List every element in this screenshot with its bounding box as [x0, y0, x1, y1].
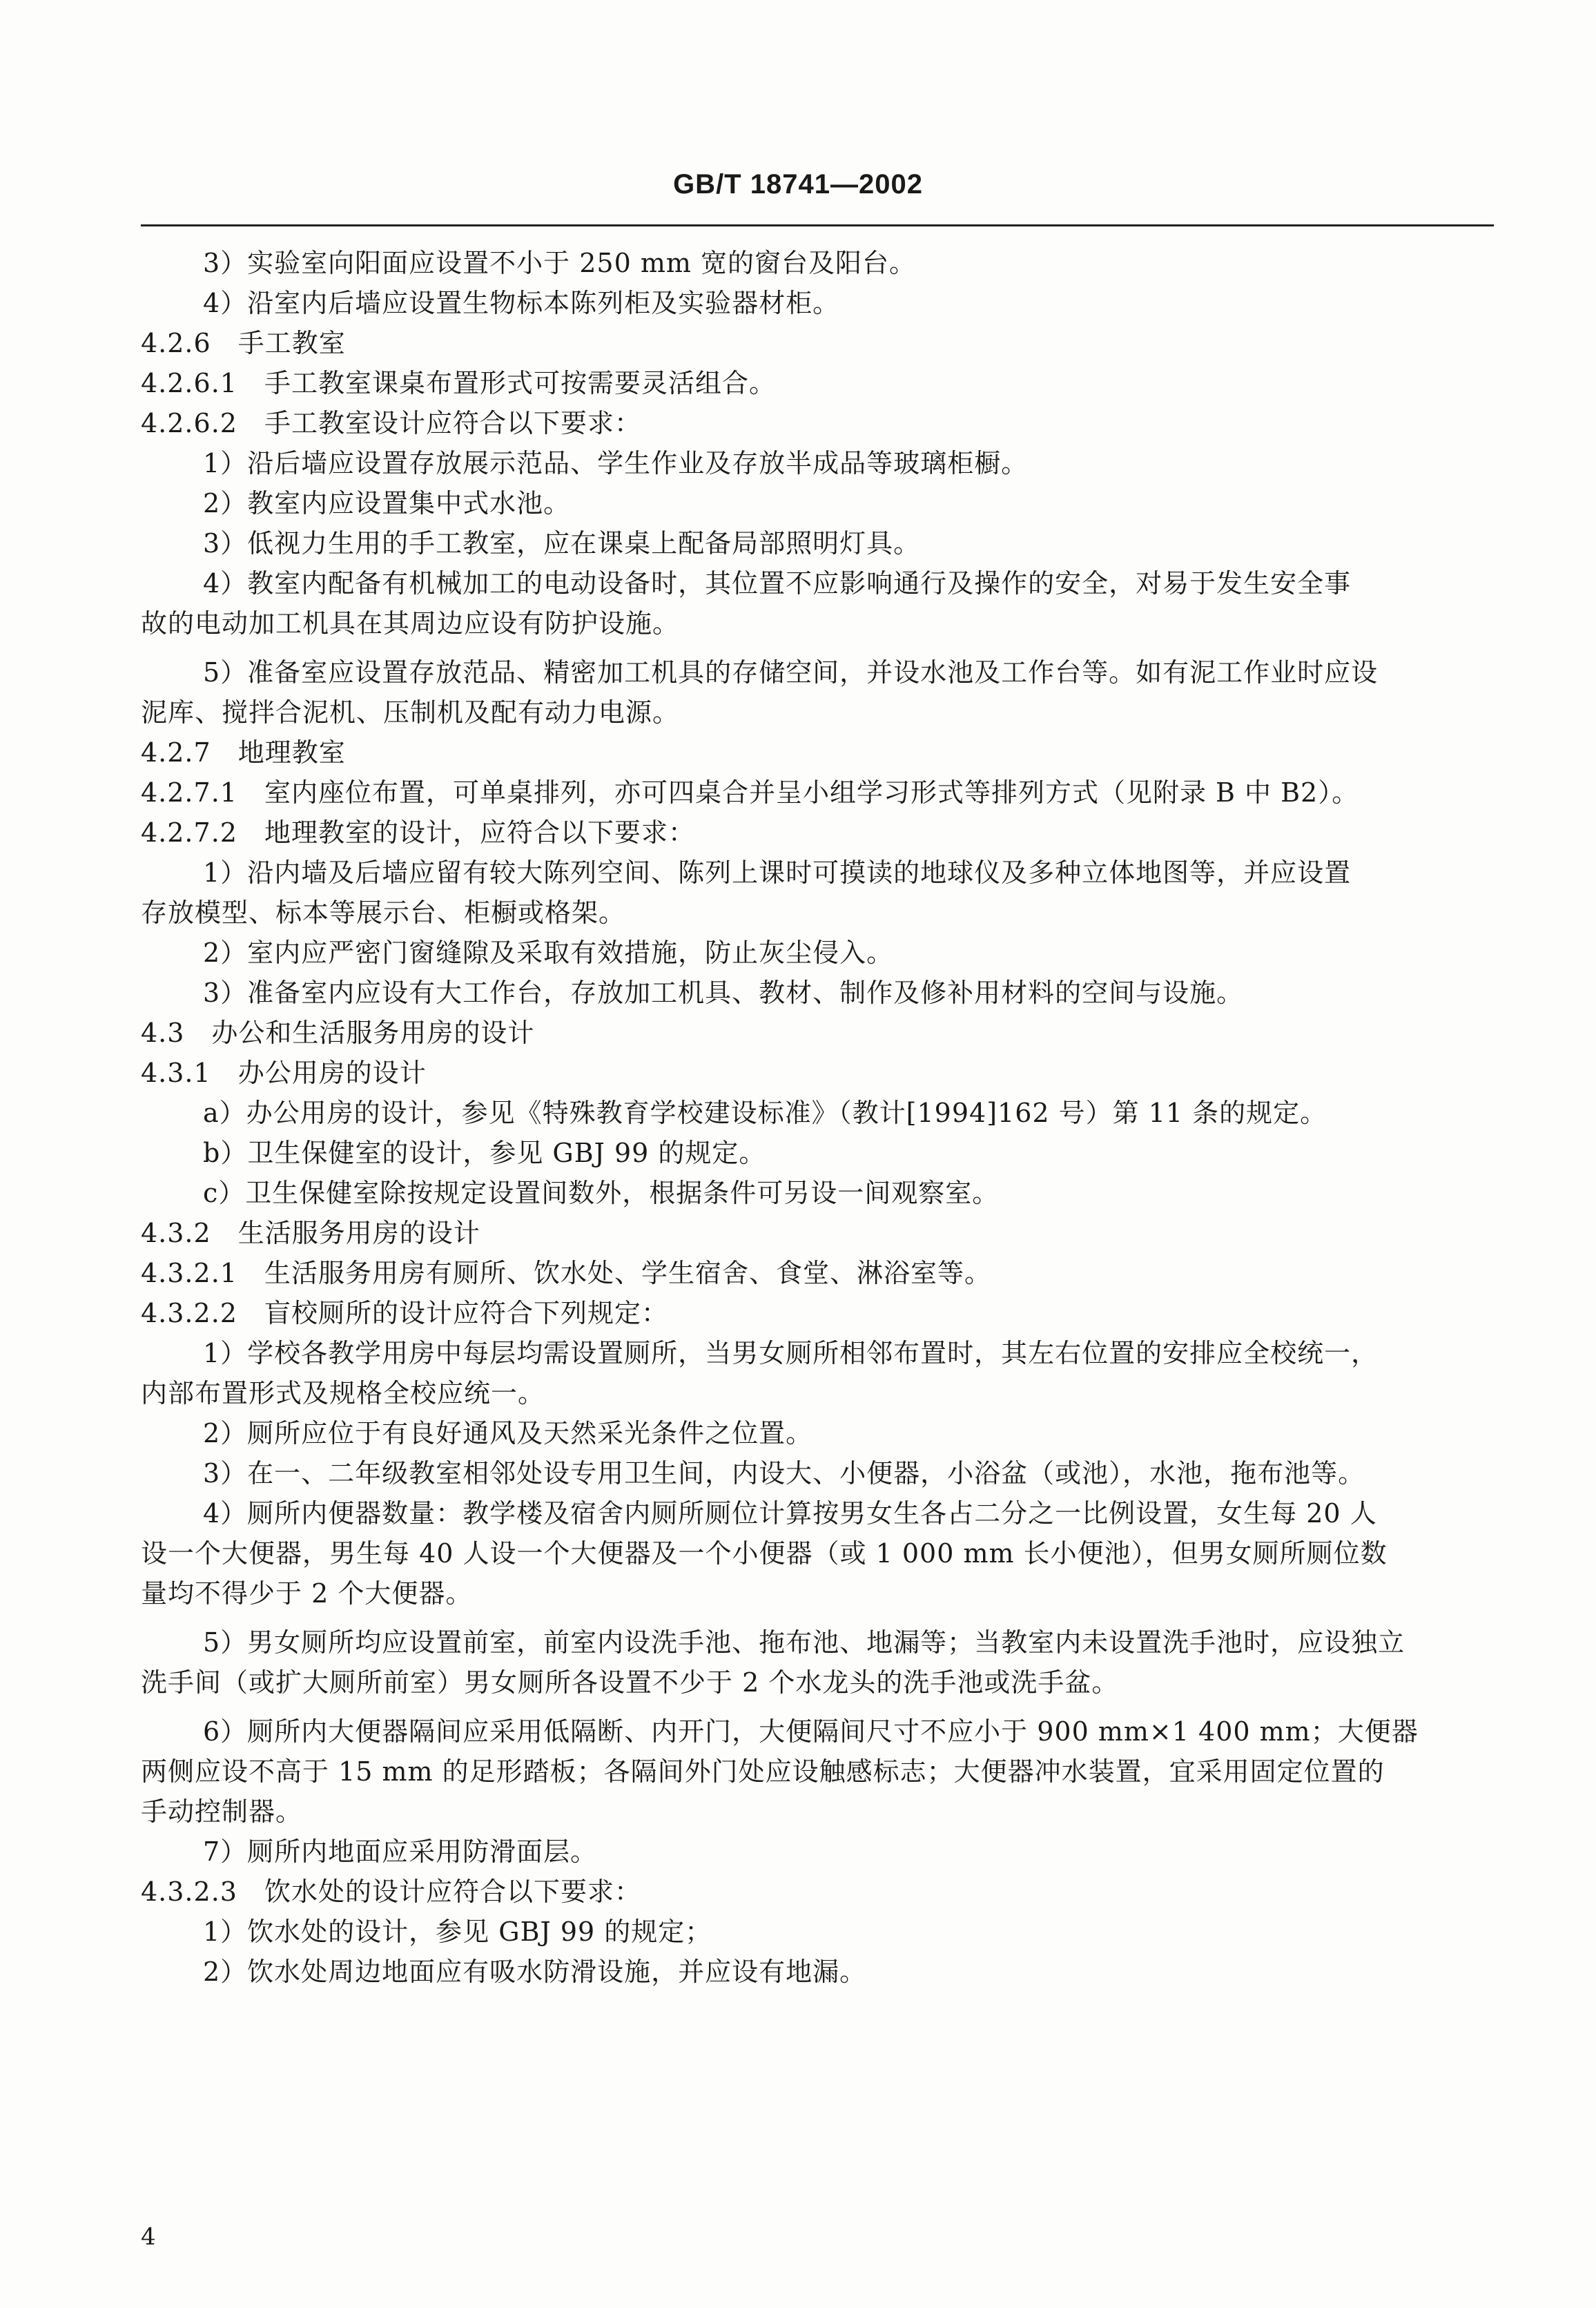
section-heading: 4.3.1 办公用房的设计	[141, 1058, 427, 1088]
list-item: c）卫生保健室除按规定设置间数外，根据条件可另设一间观察室。	[203, 1178, 1000, 1208]
section-heading: 4.3 办公和生活服务用房的设计	[141, 1018, 535, 1048]
list-item: 5）准备室应设置存放范品、精密加工机具的存储空间，并设水池及工作台等。如有泥工作业时应设	[203, 657, 1379, 688]
list-item: 2）厕所应位于有良好通风及天然采光条件之位置。	[203, 1418, 813, 1448]
list-item: 1）学校各教学用房中每层均需设置厕所，当男女厕所相邻布置时，其左右位置的安排应全校统一，	[203, 1338, 1379, 1368]
clause: 4.2.6.2 手工教室设计应符合以下要求：	[141, 408, 641, 438]
clause: 4.2.7.1 室内座位布置，可单桌排列，亦可四桌合并呈小组学习形式等排列方式（见附录 B 中 B2）。	[141, 777, 1359, 808]
list-item: b）卫生保健室的设计，参见 GBJ 99 的规定。	[203, 1138, 766, 1168]
document-body	[141, 243, 1494, 1992]
section-heading: 4.3.2 生活服务用房的设计	[141, 1218, 480, 1248]
list-item-continuation: 洗手间（或扩大厕所前室）男女厕所各设置不少于 2 个水龙头的洗手池或洗手盆。	[141, 1667, 1119, 1698]
list-item: 3）低视力生用的手工教室，应在课桌上配备局部照明灯具。	[203, 528, 921, 559]
standard-code-header: GB/T 18741—2002	[673, 169, 923, 200]
list-item-continuation: 内部布置形式及规格全校应统一。	[141, 1378, 545, 1408]
list-item: 4）教室内配备有机械加工的电动设备时，其位置不应影响通行及操作的安全，对易于发生安全事	[203, 568, 1352, 599]
list-item: 1）沿内墙及后墙应留有较大陈列空间、陈列上课时可摸读的地球仪及多种立体地图等，并应设置	[203, 857, 1352, 888]
clause: 4.2.7.2 地理教室的设计，应符合以下要求：	[141, 817, 695, 848]
list-item: 5）男女厕所均应设置前室，前室内设洗手池、拖布池、地漏等；当教室内未设置洗手池时，应设独立	[203, 1627, 1405, 1658]
list-item: 4）沿室内后墙应设置生物标本陈列柜及实验器材柜。	[203, 288, 840, 318]
list-item: 1）饮水处的设计，参见 GBJ 99 的规定；	[203, 1917, 712, 1947]
list-item-continuation: 量均不得少于 2 个大便器。	[141, 1578, 473, 1609]
clause: 4.2.6.1 手工教室课桌布置形式可按需要灵活组合。	[141, 368, 776, 398]
page-number: 4	[141, 2223, 156, 2251]
list-item: 1）沿后墙应设置存放展示范品、学生作业及存放半成品等玻璃柜橱。	[203, 448, 1029, 478]
list-item: 4）厕所内便器数量：教学楼及宿舍内厕所厕位计算按男女生各占二分之一比例设置，女生每 20 人	[203, 1498, 1377, 1529]
list-item: 3）准备室内应设有大工作台，存放加工机具、教材、制作及修补用材料的空间与设施。	[203, 978, 1244, 1008]
list-item-continuation: 两侧应设不高于 15 mm 的足形踏板；各隔间外门处应设触感标志；大便器冲水装置，宜采用固定位置的	[141, 1756, 1385, 1787]
clause: 4.3.2.1 生活服务用房有厕所、饮水处、学生宿舍、食堂、淋浴室等。	[141, 1258, 991, 1288]
list-item: 2）室内应严密门窗缝隙及采取有效措施，防止灰尘侵入。	[203, 938, 894, 968]
list-item-continuation: 泥库、搅拌合泥机、压制机及配有动力电源。	[141, 697, 680, 728]
clause: 4.3.2.3 饮水处的设计应符合以下要求：	[141, 1877, 641, 1907]
list-item: a）办公用房的设计，参见《特殊教育学校建设标准》（教计[1994]162 号）第 11 条的规定。	[203, 1098, 1327, 1128]
list-item-continuation: 存放模型、标本等展示台、柜橱或格架。	[141, 898, 626, 928]
list-item: 7）厕所内地面应采用防滑面层。	[203, 1836, 598, 1867]
list-item: 6）厕所内大便器隔间应采用低隔断、内开门，大便隔间尺寸不应小于 900 mm×1 400 mm；大便器	[203, 1716, 1419, 1747]
list-item: 3）在一、二年级教室相邻处设专用卫生间，内设大、小便器，小浴盆（或池），水池，拖布池等。	[203, 1458, 1365, 1488]
list-item-continuation: 设一个大便器，男生每 40 人设一个大便器及一个小便器（或 1 000 mm 长小便池），但男女厕所厕位数	[141, 1538, 1388, 1569]
list-item-continuation: 故的电动加工机具在其周边应设有防护设施。	[141, 608, 680, 639]
list-item: 3）实验室向阳面应设置不小于 250 mm 宽的窗台及阳台。	[203, 248, 917, 278]
section-heading: 4.2.7 地理教室	[141, 737, 346, 768]
section-heading: 4.2.6 手工教室	[141, 328, 346, 358]
list-item: 2）饮水处周边地面应有吸水防滑设施，并应设有地漏。	[203, 1957, 867, 1987]
list-item: 2）教室内应设置集中式水池。	[203, 488, 571, 518]
list-item-continuation: 手动控制器。	[141, 1796, 303, 1827]
header-rule	[141, 224, 1494, 226]
clause: 4.3.2.2 盲校厕所的设计应符合下列规定：	[141, 1298, 668, 1328]
